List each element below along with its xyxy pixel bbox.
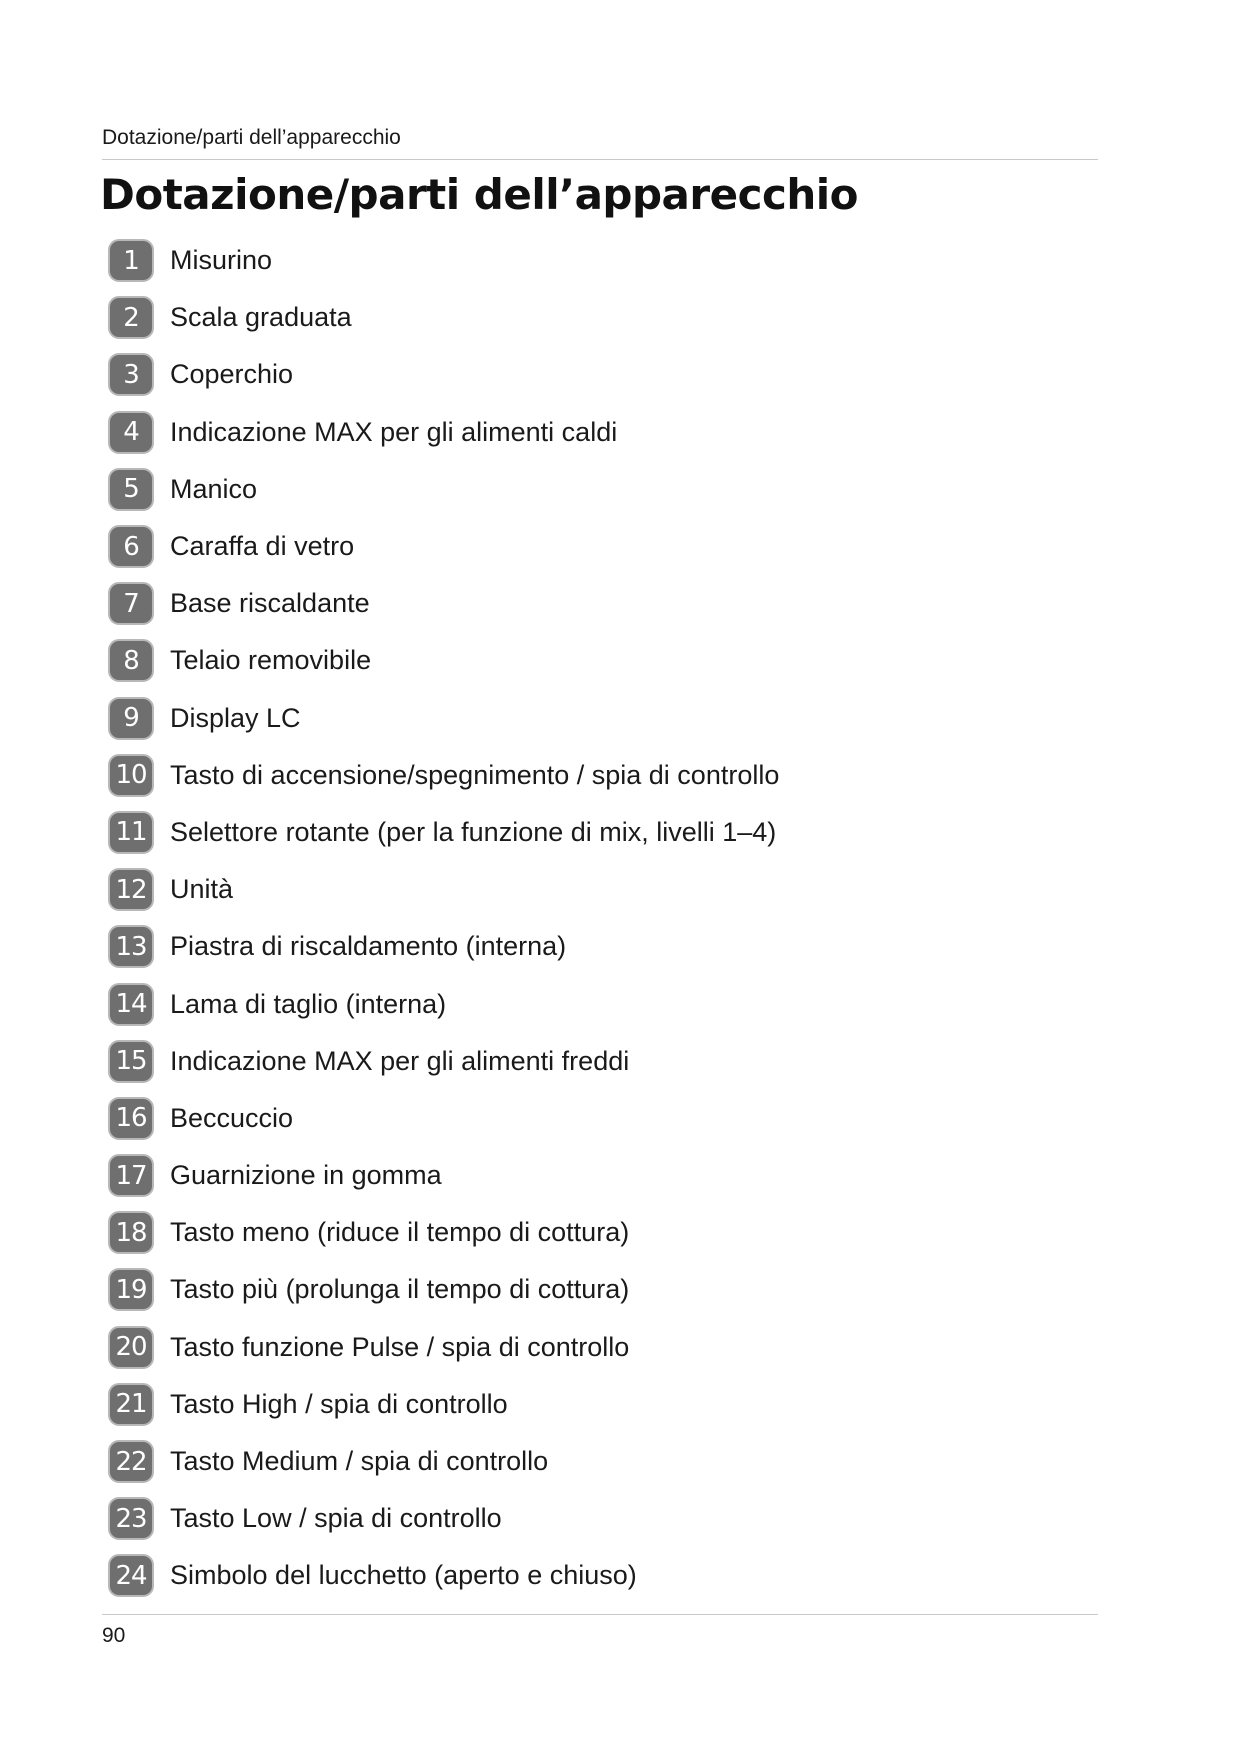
- part-label: Telaio removibile: [170, 645, 372, 676]
- part-label: Display LC: [170, 702, 301, 733]
- list-item: [108, 1376, 779, 1433]
- list-item: [108, 461, 779, 518]
- part-number-badge: 21: [108, 1383, 154, 1426]
- part-label: Tasto più (prolunga il tempo di cottura): [170, 1274, 630, 1305]
- part-number-badge: 23: [108, 1497, 154, 1540]
- list-item: [108, 804, 779, 861]
- part-number-badge: 4: [108, 411, 154, 454]
- part-number-badge: 16: [108, 1097, 154, 1140]
- part-number-badge: 17: [108, 1154, 154, 1197]
- list-item: [108, 632, 779, 689]
- part-label: Tasto di accensione/spegnimento / spia di controllo: [170, 759, 780, 790]
- list-item: [108, 289, 779, 346]
- part-label: Lama di taglio (interna): [170, 988, 447, 1019]
- part-number-badge: 11: [108, 811, 154, 854]
- part-label: Selettore rotante (per la funzione di mix, livelli 1–4): [170, 816, 777, 847]
- page-title: Dotazione/parti dell’apparecchio: [100, 170, 859, 219]
- part-number-badge: 3: [108, 353, 154, 396]
- part-label: Beccuccio: [170, 1102, 294, 1133]
- running-header: Dotazione/parti dell’apparecchio: [102, 126, 401, 149]
- part-number-badge: 6: [108, 525, 154, 568]
- part-number-badge: 9: [108, 697, 154, 740]
- part-label: Tasto High / spia di controllo: [170, 1388, 508, 1419]
- page-number: 90: [102, 1624, 126, 1647]
- part-number-badge: 8: [108, 639, 154, 682]
- list-item: [108, 1433, 779, 1490]
- part-label: Simbolo del lucchetto (aperto e chiuso): [170, 1560, 637, 1591]
- list-item: [108, 1090, 779, 1147]
- list-item: [108, 747, 779, 804]
- list-item: [108, 1547, 779, 1604]
- part-label: Tasto Low / spia di controllo: [170, 1503, 502, 1534]
- part-label: Tasto funzione Pulse / spia di controllo: [170, 1331, 630, 1362]
- parts-list: [108, 232, 779, 1605]
- list-item: [108, 975, 779, 1032]
- list-item: [108, 1204, 779, 1261]
- part-label: Unità: [170, 874, 234, 905]
- list-item: [108, 518, 779, 575]
- part-label: Indicazione MAX per gli alimenti freddi: [170, 1045, 630, 1076]
- part-label: Guarnizione in gomma: [170, 1160, 442, 1191]
- list-item: [108, 1147, 779, 1204]
- part-number-badge: 20: [108, 1326, 154, 1369]
- part-label: Manico: [170, 473, 258, 504]
- part-number-badge: 14: [108, 983, 154, 1026]
- part-number-badge: 13: [108, 925, 154, 968]
- part-number-badge: 2: [108, 296, 154, 339]
- part-label: Base riscaldante: [170, 588, 370, 619]
- part-label: Tasto meno (riduce il tempo di cottura): [170, 1217, 630, 1248]
- list-item: [108, 918, 779, 975]
- list-item: [108, 232, 779, 289]
- header-divider: [102, 159, 1098, 160]
- part-label: Tasto Medium / spia di controllo: [170, 1446, 549, 1477]
- list-item: [108, 575, 779, 632]
- part-number-badge: 10: [108, 754, 154, 797]
- list-item: [108, 1319, 779, 1376]
- part-number-badge: 7: [108, 582, 154, 625]
- part-label: Scala graduata: [170, 302, 352, 333]
- part-number-badge: 15: [108, 1040, 154, 1083]
- part-number-badge: 22: [108, 1440, 154, 1483]
- list-item: [108, 1261, 779, 1318]
- part-number-badge: 12: [108, 868, 154, 911]
- footer-divider: [102, 1614, 1098, 1615]
- part-label: Coperchio: [170, 359, 294, 390]
- part-label: Piastra di riscaldamento (interna): [170, 931, 567, 962]
- list-item: [108, 1033, 779, 1090]
- part-number-badge: 5: [108, 468, 154, 511]
- part-number-badge: 19: [108, 1268, 154, 1311]
- list-item: [108, 690, 779, 747]
- list-item: [108, 1490, 779, 1547]
- list-item: [108, 861, 779, 918]
- part-label: Indicazione MAX per gli alimenti caldi: [170, 416, 618, 447]
- part-label: Misurino: [170, 245, 273, 276]
- part-label: Caraffa di vetro: [170, 531, 355, 562]
- part-number-badge: 1: [108, 239, 154, 282]
- list-item: [108, 346, 779, 403]
- part-number-badge: 18: [108, 1211, 154, 1254]
- part-number-badge: 24: [108, 1554, 154, 1597]
- list-item: [108, 404, 779, 461]
